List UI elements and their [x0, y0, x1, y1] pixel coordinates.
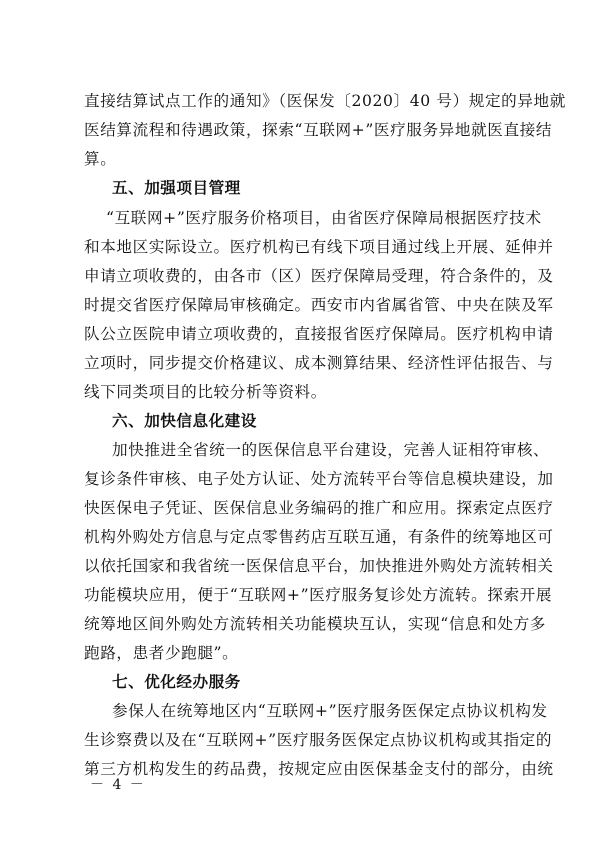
paragraph-line: 加快推进全省统一的医保信息平台建设，完善人证相符审核、 — [112, 441, 550, 459]
paragraph-line: 复诊条件审核、电子处方认证、处方流转平台等信息模块建设，加 — [84, 470, 554, 488]
paragraph-line: 申请立项收费的，由各市（区）医疗保障局受理，符合条件的，及 — [84, 267, 554, 285]
paragraph-line: 和本地区实际设立。医疗机构已有线下项目通过线上开展、延伸并 — [84, 238, 554, 256]
page-number: － 4 － — [90, 777, 146, 793]
paragraph-line: 快医保电子凭证、医保信息业务编码的推广和应用。探索定点医疗 — [84, 499, 554, 517]
paragraph-line: 参保人在统筹地区内“互联网+”医疗服务医保定点协议机构发 — [112, 702, 548, 720]
paragraph-line: 直接结算试点工作的通知》（医保发〔2020〕40 号）规定的异地就 — [84, 92, 566, 110]
paragraph-line: 功能模块应用，便于“互联网+”医疗服务复诊处方流转。探索开展 — [84, 586, 553, 604]
paragraph-line: 统筹地区间外购处方流转相关功能模块互认，实现“信息和处方多 — [84, 615, 546, 633]
section-heading-5: 五、加强项目管理 — [112, 179, 241, 197]
paragraph-line: 以依托国家和我省统一医保信息平台，加快推进外购处方流转相关 — [84, 557, 554, 575]
paragraph-line: 队公立医院申请立项收费的，直接报省医疗保障局。医疗机构申请 — [84, 325, 554, 343]
paragraph-line: 生诊察费以及在“互联网+”医疗服务医保定点协议机构或其指定的 — [84, 731, 553, 749]
section-heading-6: 六、加快信息化建设 — [112, 412, 257, 430]
paragraph-line: 线下同类项目的比较分析等资料。 — [84, 383, 327, 401]
paragraph-line: 跑路，患者少跑腿”。 — [84, 644, 239, 662]
paragraph-line: 机构外购处方信息与定点零售药店互联互通，有条件的统筹地区可 — [84, 528, 554, 546]
section-heading-7: 七、优化经办服务 — [112, 673, 241, 691]
paragraph-line: 医结算流程和待遇政策，探索“互联网+”医疗服务异地就医直接结 — [84, 121, 553, 139]
paragraph-line: 第三方机构发生的药品费，按规定应由医保基金支付的部分，由统 — [84, 760, 554, 778]
paragraph-line: 时提交省医疗保障局审核确定。西安市内省属省管、中央在陕及军 — [84, 296, 554, 314]
paragraph-line: “互联网+”医疗服务价格项目，由省医疗保障局根据医疗技术 — [106, 209, 542, 227]
paragraph-line: 算。 — [84, 150, 117, 168]
paragraph-line: 立项时，同步提交价格建议、成本测算结果、经济性评估报告、与 — [84, 354, 554, 372]
